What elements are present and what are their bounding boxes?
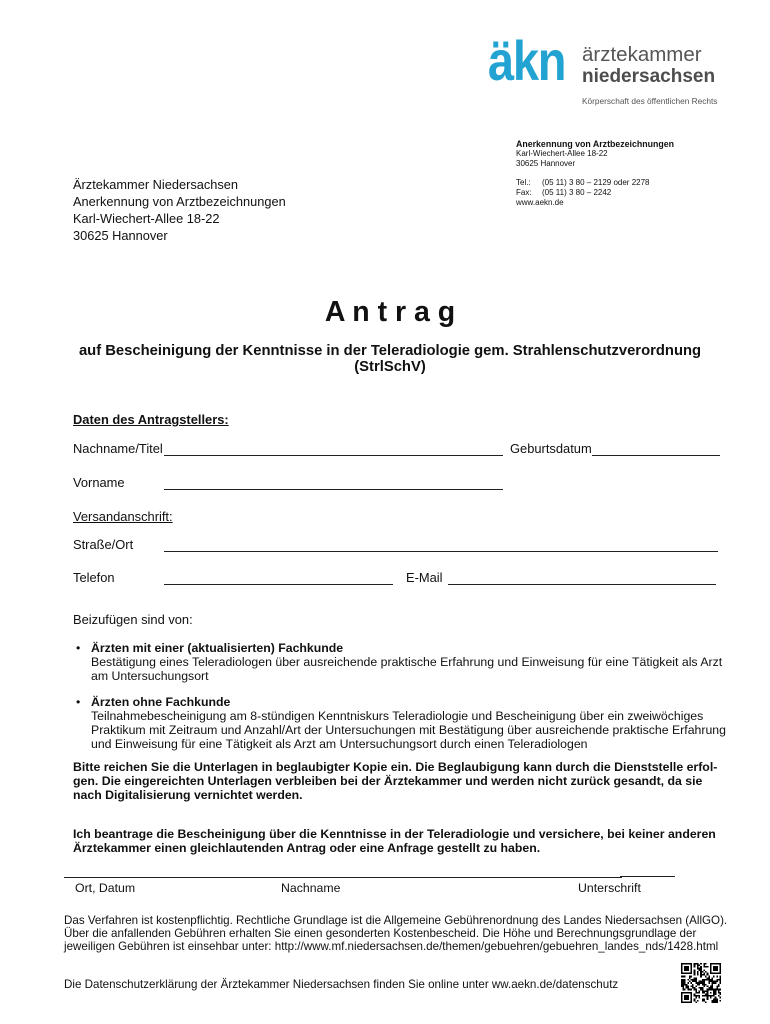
email-blank-line [448, 584, 716, 585]
sender-tel: (05 11) 3 80 – 2129 oder 2278 [542, 178, 650, 187]
recipient-line: Karl-Wiechert-Allee 18-22 [73, 211, 220, 226]
signature-line-end [620, 876, 675, 877]
surname-label: Nachname/Titel [73, 441, 163, 456]
applicant-heading: Daten des Antragstellers: [73, 412, 229, 427]
recipient-line: Ärztekammer Niedersachsen [73, 177, 238, 192]
street-blank-line [164, 551, 718, 552]
certified-copy-notice [73, 760, 717, 802]
address-heading: Versandanschrift: [73, 509, 173, 524]
notice-line: nach Digitalisierung vernichtet werden. [73, 788, 303, 802]
document-title: A n t r a g [324, 296, 456, 328]
privacy-notice: Die Datenschutzerklärung der Ärztekammer Niedersachsen finden Sie online unter ww.aekn.de/datenschutz [64, 978, 619, 991]
recipient-line: Anerkennung von Arztbezeichnungen [73, 194, 286, 209]
attachment-item-line: Bestätigung eines Teleradiologen über ausreichende praktische Erfahrung und Einweisung für eine Tätigkeit als Arzt [91, 655, 723, 669]
recipient-address [73, 176, 286, 244]
subtitle-line: (StrlSchV) [354, 359, 426, 375]
signature-surname-label: Nachname [281, 881, 341, 895]
attachment-item [91, 641, 722, 683]
notice-line: Bitte reichen Sie die Unterlagen in beglaubigter Kopie ein. Die Beglaubigung kann durch die Dienststelle erfol- [73, 760, 718, 774]
fees-line: jeweiligen Gebühren ist einsehbar unter: http://www.mf.niedersachsen.de/themen/gebuehren/gebuehren_landes_nds/1428.html [64, 940, 719, 953]
fees-line: Über die anfallenden Gebühren erhalten Sie einen gesonderten Kostenbescheid. Die Höhe und Berechnungsgrundlage der [64, 927, 697, 940]
subtitle-line: auf Bescheinigung der Kenntnisse in der Teleradiologie gem. Strahlenschutzverordnung [78, 343, 702, 359]
declaration [73, 827, 716, 855]
sender-fax: (05 11) 3 80 – 2242 [542, 188, 612, 197]
sender-tel-label: Tel.: [516, 178, 531, 187]
phone-blank-line [164, 584, 393, 585]
sender-city: 30625 Hannover [516, 159, 576, 168]
declaration-line: Ärztekammer einen gleichlautenden Antrag oder eine Anfrage gestellt zu haben. [73, 841, 541, 855]
sender-department: Anerkennung von Arztbezeichnungen [516, 139, 675, 149]
logo-name-line2: niedersachsen [582, 66, 716, 87]
signature-line [64, 877, 622, 878]
firstname-label: Vorname [73, 475, 125, 490]
attachment-item-line: und Einweisung für eine Tätigkeit als Arzt am Untersuchungsort durch einen Teleradiologen [91, 737, 588, 751]
street-label: Straße/Ort [73, 537, 134, 552]
place-date-label: Ort, Datum [75, 881, 136, 895]
attachment-item [91, 695, 726, 751]
attachment-item-line: am Untersuchungsort [91, 669, 209, 683]
attachment-item-title: Ärzten mit einer (aktualisierten) Fachkunde [91, 641, 344, 655]
sender-fax-label: Fax: [516, 188, 532, 197]
phone-label: Telefon [73, 570, 115, 585]
qr-code-icon [680, 962, 722, 1004]
bullet-icon: • [76, 641, 81, 655]
notice-line: gen. Die eingereichten Unterlagen verbleiben bei der Ärztekammer und werden nicht zurück gesandt, da sie [73, 774, 703, 788]
attachment-item-line: Teilnahmebescheinigung am 8-stündigen Kenntniskurs Teleradiologie und Bescheinigung über ein zweiwöchiges [91, 709, 704, 723]
attachments-heading: Beizufügen sind von: [73, 612, 193, 627]
signature-label: Unterschrift [578, 881, 641, 895]
attachment-item-title: Ärzten ohne Fachkunde [91, 695, 231, 709]
logo-tagline: Körperschaft des öffentlichen Rechts [582, 96, 718, 106]
aekn-logo-mark: äkn [488, 29, 566, 92]
sender-website: www.aekn.de [516, 198, 564, 207]
recipient-line: 30625 Hannover [73, 228, 168, 243]
attachment-item-line: Praktikum mit Zeitraum und Anzahl/Art der Untersuchungen mit Bestätigung über ausreichende praktische Erfahrung [91, 723, 726, 737]
logo-name-line1: ärztekammer [582, 43, 702, 66]
surname-blank-line [164, 455, 503, 456]
birthdate-label: Geburtsdatum [510, 441, 592, 456]
birthdate-blank-line [592, 455, 720, 456]
fees-line: Das Verfahren ist kostenpflichtig. Rechtliche Grundlage ist die Allgemeine Gebührenordnung des Landes Niedersachsen (AllGO). [64, 914, 728, 927]
bullet-icon: • [76, 695, 81, 709]
sender-street: Karl-Wiechert-Allee 18-22 [516, 149, 608, 158]
document-subtitle [73, 343, 707, 375]
declaration-line: Ich beantrage die Bescheinigung über die Kenntnisse in der Teleradiologie und versichere, bei keiner anderen [73, 827, 716, 841]
fees-paragraph [64, 914, 727, 953]
firstname-blank-line [164, 489, 503, 490]
email-label: E-Mail [406, 570, 443, 585]
